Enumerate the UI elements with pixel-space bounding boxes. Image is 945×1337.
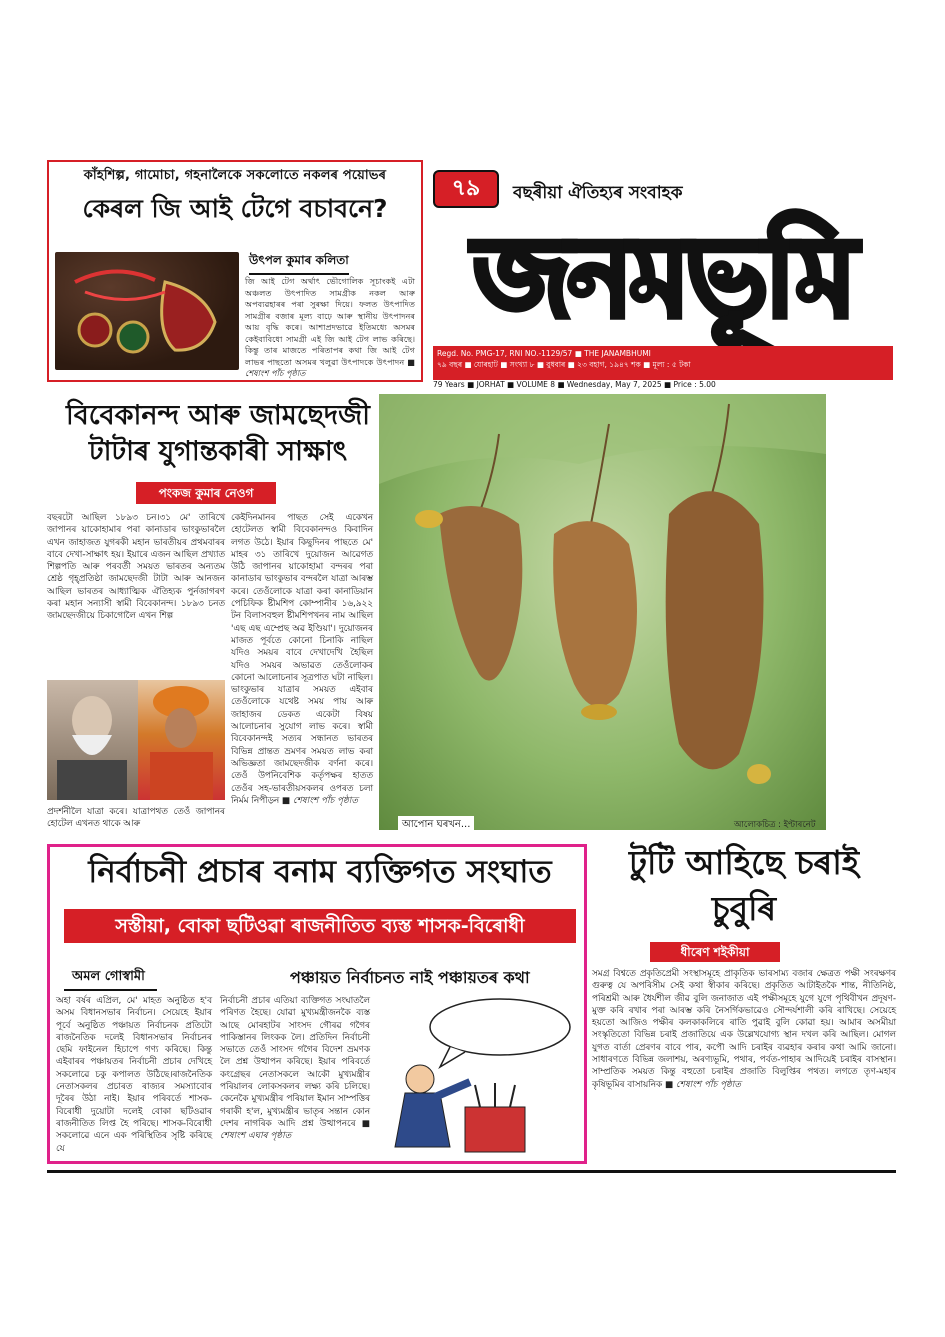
election-subhead: সস্তীয়া, বোকা ছটিওৱা ৰাজনীতিত ব্যস্ত শাসক-বিৰোধী <box>64 909 576 943</box>
years-badge: ৭৯ <box>433 170 499 208</box>
masthead-tagline: বছৰীয়া ঐতিহ্যৰ সংবাহক <box>513 183 683 203</box>
birds-author: ধীৰেণ শইকীয়া <box>650 942 780 962</box>
article-author: পংকজ কুমাৰ নেওগ <box>136 482 276 504</box>
election-column-1: অহা বৰ্ষৰ এপ্ৰিল, মে' মাহত অনুষ্ঠিত হ'ব অসম বিধানসভাৰ নিৰ্বাচন। সেয়েহে ইয়াৰ পূৰ্বে অনুষ্ঠিত পঞ্চায়ত নিৰ্বাচনক প্ৰতিটো ৰাজনৈতিক দলেই বিধানসভাৰ নিৰ্বাচনৰ ছেমি ফাইনেল হিচাপে গণ্য কৰিছে। কিন্তু এইবাৰৰ পঞ্চায়তৰ নিৰ্বাচনী প্ৰচাৰ দেখিহে সকলোৱে চকু কপালত উঠিছে।ৰাজনৈতিক নেতাসকলৰ প্ৰচাৰত ৰাজ্যৰ সমস্যাবোৰ দূৰৈৰ উঠা নাই। ইয়াৰ পৰিবৰ্তে শাসক-বিৰোধী দুয়োটা দলেই বোকা ছটিওৱাৰ ৰাজনীতিত লিপ্ত হৈ পৰিছে। শাসক-বিৰোধী সকলোৱে এনে এক পৰিস্থিতিৰ সৃষ্টি কৰিছে যে <box>56 996 212 1154</box>
photo-caption: আপোন ঘৰখন... <box>398 816 474 835</box>
reg-line: Regd. No. PMG-17, RNI NO.-1129/57 ■ THE JANAMBHUMI <box>437 349 651 358</box>
newspaper-title[interactable]: জনমভূমি <box>473 212 853 341</box>
article-column-1-end: প্ৰদৰ্শনীলৈ যাত্ৰা কৰে। যাত্ৰাপথত তেওঁ জাপানৰ হোটেল এখনত থাকে আৰু <box>47 807 225 830</box>
election-box <box>47 844 587 1164</box>
feature-body: জি আই টেগ অৰ্থাৎ ভৌগোলিক সূচাংকই এটা অঞ্চলত উৎপাদিত সামগ্ৰীক নকল আৰু অপব্যৱহাৰৰ পৰা সুৰক্ষা দিয়ে। ফলত উৎপাদিত সামগ্ৰীৰ বজাৰ মূল্য বাঢ়ে আৰু স্থানীয় উৎপাদনৰ আয় বৃদ্ধি কৰে। আশাপ্ৰদভাৱে ইতিমধ্যে অসমৰ কেইবাবিধো সামগ্ৰী এই জি আই টেগ লাভ কৰিছে। কিন্তু তাৰ মাজতে পৰিতাপৰ কথা জি আই টেগ লাভৰ পাছতো অসমৰ খলুৱা উৎপাদকে উৎপাদন ■ শেষাংশ পাঁচ পৃষ্ঠাত <box>245 276 415 378</box>
election-subhead-2: পঞ্চায়ত নিৰ্বাচনত নাই পঞ্চায়তৰ কথা <box>290 968 530 987</box>
article-column-2: কেইদিনমানৰ পাছত সেই একেখন হোটেলত স্বামী বিবেকানন্দও কিবাদিন লগত উঠে। ইয়াৰ কিছুদিনৰ পাছতে মে' মাহৰ ৩১ তাৰিখে দুয়োজন আৱেগত উঠি জাপানৰ য়াকোহামা বন্দৰৰ পৰা কানাডাৰ ভাংকুভাৰ বন্দৰলৈ যাত্ৰা আৰম্ভ কৰে। তেওঁলোকে যাত্ৰা কৰা কানাডিয়ান পেচিফিক ষ্টীমশিপ কোম্পানীৰ ১৬,৯২২ টন বিলাসবহুল ষ্টীমশিপখনৰ নাম আছিল 'এছ এছ এম্প্ৰেছ অৱ ইণ্ডিয়া'। দুয়োজনৰ মাজত পূৰ্বতে কোনো চিনাকি নাছিল যদিও সময়ৰ বাবে দেখাদেখি হৈছিল যদিও সময়ৰ অভাৱত তেওঁলোকৰ কোনো আলোচনাৰ সূত্ৰপাত ঘটা নাছিল। ভাংকুভাৰ যাত্ৰাৰ সময়ত এইবাৰ তেওঁলোকে যথেষ্ট সময় পায় আৰু জাহাজৰ ডেকত একেটা বিষয় আলোচনাৰ সুযোগ লাভ কৰে। স্বামী বিবেকানন্দই সত্যৰ সন্ধানত ভাৰতৰ বিভিন্ন প্ৰান্তত ভ্ৰমণৰ সময়ত লাভ কৰা অভিজ্ঞতা জামছেদজীক বৰ্ণনা কৰে। তেওঁ উপনিবেশিক কৰ্তৃপক্ষৰ হাতত তেওঁৰ সহ-ভাৰতীয়সকলৰ ওপৰত চলা নিৰ্মম নিপীড়ন ■ শেষাংশ পাঁচ পৃষ্ঠাত <box>231 513 373 806</box>
election-author: অমল গোস্বামী <box>64 967 157 991</box>
birds-headline[interactable]: টুটি আহিছে চৰাই চুবুৰি <box>628 843 860 928</box>
election-headline[interactable]: নিৰ্বাচনী প্ৰচাৰ বনাম ব্যক্তিগত সংঘাত <box>88 854 552 890</box>
issue-line-assamese: ৭৯ বছৰ ■ যোৰহাট ■ সংখ্যা ৮ ■ বুধবাৰ ■ ২৩ বহাগ, ১৯৪৭ শক ■ মূল্য : ৫ টকা <box>437 360 691 369</box>
article-headline[interactable]: বিবেকানন্দ আৰু জামছেদজী টাটাৰ যুগান্তকাৰী সাক্ষাৎ <box>65 400 370 467</box>
feature-author: উৎপল কুমাৰ কলিতা <box>249 252 349 275</box>
bottom-rule <box>47 1170 896 1173</box>
tata-portrait <box>47 680 138 800</box>
election-column-2: নিৰ্বাচনী প্ৰচাৰ এতিয়া ব্যক্তিগত সংঘাতলৈ পৰিণত হৈছে। যোৱা মুখ্যমন্ত্ৰীজনকৈ ব্যস্ত আছে মোৰহাটৰ সাংসদ গৌৰৱ গগৈৰ পাকিস্তানৰ লিংকক লৈ। প্ৰতিদিন নিৰ্বাচনী সভাতে তেওঁ সাংসদ গগৈৰ বিদেশ ভ্ৰমণক লৈ প্ৰশ্ন উত্থাপন কৰিছে। ইয়াৰ পৰিবৰ্তে কংগ্ৰেছৰ নেতাসকলে আকৌ মুখ্যমন্ত্ৰীৰ পৰিয়ালৰ লোকসকলৰ লক্ষ্য কৰি চলিছে। কেনেকৈ মুখ্যমন্ত্ৰীৰ পৰিয়াল ইমান সাম্পত্তিৰ গৰাকী হ'ল, মুখ্যমন্ত্ৰীৰ ভাতৃৰ সন্তান কোন দেশৰ নাগৰিক আদি প্ৰশ্ন উত্থাপনৰে ■ শেষাংশ এঘাৰ পৃষ্ঠাত <box>220 996 371 1142</box>
weaver-nests-photo <box>379 394 826 830</box>
birds-body: সমগ্ৰ বিশ্বতে প্ৰকৃতিপ্ৰেমী সংস্থাসমূহে প্ৰাকৃতিক ভাৰসাম্য বজাৰ ক্ষেত্ৰত পক্ষী সংৰক্ষণৰ গুৰুত্ব যে অপৰিসীম সেই কথা স্বীকাৰ কৰিছে। প্ৰকৃতিত আটাইতকৈ শান্ত, নীতিনিষ্ঠ, পৰিশ্ৰমী আৰু ধৈৰ্যশীল জীৱ বুলি জনাজাত এই পক্ষীসমূহে যুগে যুগে পৃথিবীখন প্ৰদূষণ-মুক্ত কৰি ৰখাৰ পৰা আৰম্ভ কৰি নৈসৰ্গিকভাৱেও সৌন্দৰ্যশালী কৰি ৰাখিছে। সেয়েহে হয়তো আজিও পক্ষীৰ কলকাকলিৰে ৰাতি পুৱাই বুলি কোৱা হয়। আমাৰ অসমীয়া সংস্কৃতিতো বিভিন্ন চৰাই প্ৰজাতিয়ে এক উল্লেখযোগ্য স্থান দখল কৰি আছিল। মোগল যুগত বাৰ্তা প্ৰেৰণৰ বাবে পাৰ, কপৌ আদি চৰাইৰ ব্যৱহাৰ কৰাৰ কথা আমি জানো। সাধাৰণতে বিভিন্ন জলাশয়, অৰণ্যভূমি, পথাৰ, পৰ্বত-পাহাৰ আদিয়েই চৰাইৰ বাসস্থান। সাম্প্ৰতিক সময়ত কিন্তু বহুতো চৰাইৰ প্ৰজাতি বিলুপ্তিৰ পথত। লগতে তৃণ-মহাৰ কৃষিভূমিৰ বাসায়নিক ■ শেষাংশ পাঁচ পৃষ্ঠাত <box>592 969 896 1090</box>
feature-box-gi-tag <box>47 160 423 382</box>
portrait-photos <box>47 680 225 800</box>
feature-headline[interactable]: কেৰল জি আই টেগে বচাবনে? <box>82 194 388 223</box>
article-column-1: বছৰটো আছিল ১৮৯৩ চন।৩১ মে' তাৰিখে জাপানৰ য়াকোহামাৰ পৰা কানাডাৰ ভাংকুভাৰলৈ এখন জাহাজত যুগৰকী মহান ভাৰতীয়ৰ প্ৰথমবাৰৰ বাবে দেখা-সাক্ষাৎ হয়। ইয়াৰে এজন আছিল প্ৰখ্যাত শিল্পপতি আৰু পৰবৰ্তী সময়ত ভাৰতৰ অন্যতম শ্ৰেষ্ঠ গৃহ্প্ৰতিষ্ঠা জামছেদজী টাটা আৰু আনজন আছিল ভাৰতৰ আধ্যাত্মিক ঐতিহ্যক পুৰ্নজাগৰণ কৰা মহান সন্যাসী স্বামী বিবেকানন্দ। ১৮৯৩ চনত জামছেদজীয়ে চিকাগোলৈ এখন শিল্প <box>47 513 225 622</box>
masthead <box>433 160 893 390</box>
photo-credit: আলোকচিত্ৰ : ইণ্টাৰনেট <box>734 820 816 830</box>
politician-cartoon <box>380 997 580 1157</box>
registration-bar <box>433 346 893 380</box>
issue-line-english: 79 Years ■ JORHAT ■ VOLUME 8 ■ Wednesday, May 7, 2025 ■ Price : 5.00 <box>433 380 716 389</box>
feature-kicker: কাঁহশিল্প, গামোচা, গহনালৈকে সকলোতে নকলৰ পয়োভৰ <box>83 168 387 183</box>
page-top <box>0 0 945 8</box>
jewellery-photo <box>55 252 239 370</box>
vivekananda-portrait <box>138 680 225 800</box>
